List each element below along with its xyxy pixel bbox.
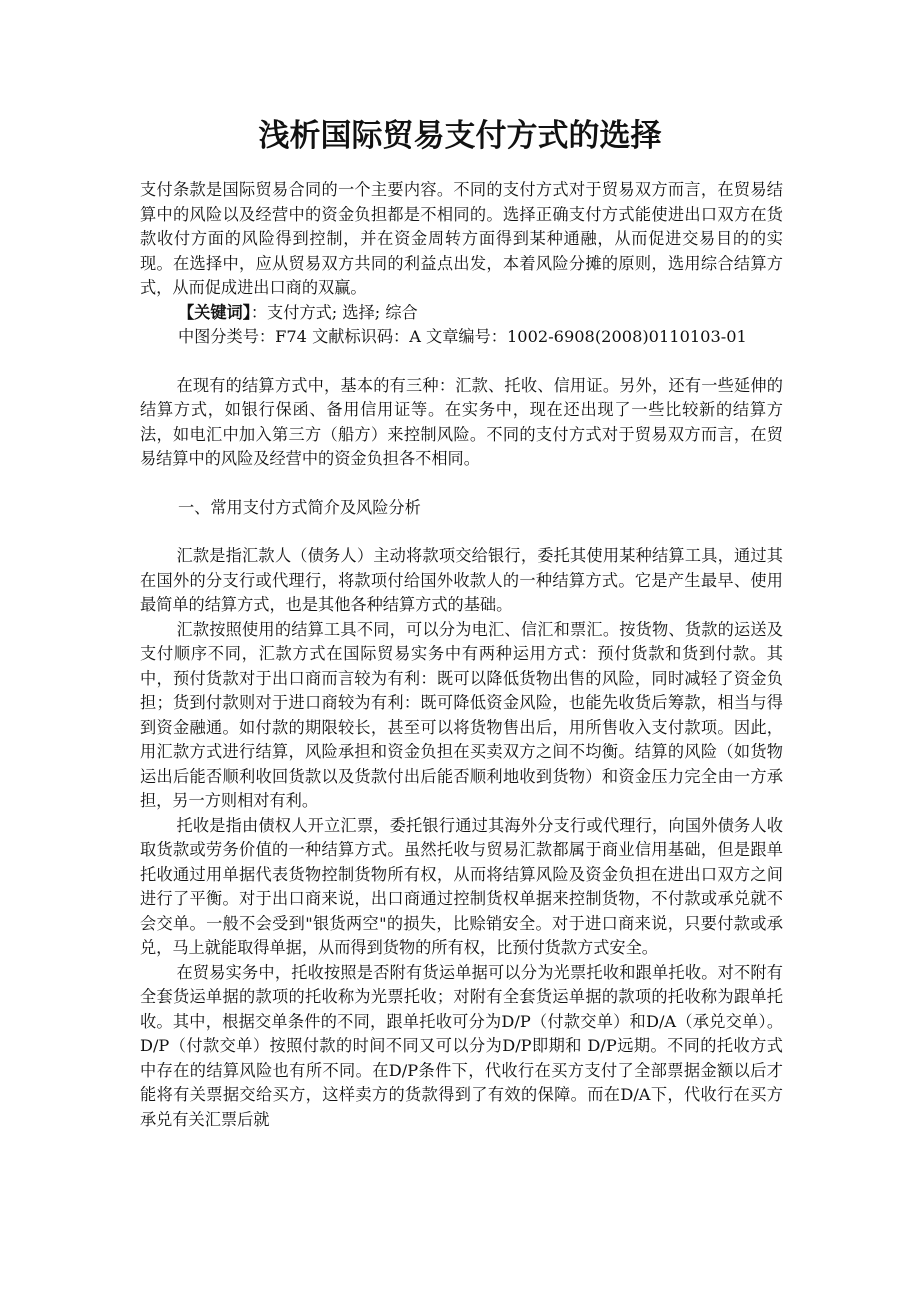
paragraph-collection-types: 在贸易实务中，托收按照是否附有货运单据可以分为光票托收和跟单托收。对不附有全套货运单据的款项的托收称为光票托收；对附有全套货运单据的款项的托收称为跟单托收。其中，根据交单条件的不同，跟单托收可分为D/P（付款交单）和D/A（承兑交单）。D/P（付款交单）按照付款的时间不同又可以分为D/P即期和 D/P远期。不同的托收方式中存在的结算风险也有所不同。在D/P条件下，代收行在买方支付了全部票据金额以后才能将有关票据交给买方，这样卖方的货款得到了有效的保障。而在D/A下，代收行在买方承兑有关汇票后就	[140, 962, 783, 1129]
paragraph-remittance-definition: 汇款是指汇款人（债务人）主动将款项交给银行，委托其使用某种结算工具，通过其在国外的分支行或代理行，将款项付给国外收款人的一种结算方式。它是产生最早、使用最简单的结算方式，也是其他各种结算方式的基础。	[140, 546, 783, 614]
keywords-text: ：支付方式; 选择; 综合	[250, 302, 418, 322]
keywords-line	[140, 301, 783, 326]
document-body	[140, 178, 783, 1132]
keywords-label: 【关键词】	[178, 302, 251, 322]
abstract-paragraph: 支付条款是国际贸易合同的一个主要内容。不同的支付方式对于贸易双方而言，在贸易结算中的风险以及经营中的资金负担都是不相同的。选择正确支付方式能使进出口双方在货款收付方面的风险得到控制，并在资金周转方面得到某种通融，从而促进交易目的的实现。在选择中，应从贸易双方共同的利益点出发，本着风险分摊的原则，选用综合结算方式，从而促成进出口商的双赢。	[140, 180, 783, 297]
paragraph-collection-definition: 托收是指由债权人开立汇票，委托银行通过其海外分支行或代理行，向国外债务人收取货款或劳务价值的一种结算方式。虽然托收与贸易汇款都属于商业信用基础，但是跟单托收通过用单据代表货物控制货物所有权，从而将结算风险及资金负担在进出口双方之间进行了平衡。对于出口商来说，出口商通过控制货权单据来控制货物，不付款或承兑就不会交单。一般不会受到"银货两空"的损失，比赊销安全。对于进口商来说，只要付款或承兑，马上就能取得单据，从而得到货物的所有权，比预付货款方式安全。	[140, 815, 783, 957]
document-title: 浅析国际贸易支付方式的选择	[258, 118, 662, 154]
intro-paragraph: 在现有的结算方式中，基本的有三种：汇款、托收、信用证。另外，还有一些延伸的结算方式，如银行保函、备用信用证等。在实务中，现在还出现了一些比较新的结算方法，如电汇中加入第三方（船方）来控制风险。不同的支付方式对于贸易双方而言，在贸易结算中的风险及经营中的资金负担各不相同。	[140, 375, 783, 468]
spacer	[140, 472, 783, 496]
spacer	[140, 520, 783, 544]
classification-line: 中图分类号：F74 文献标识码：A 文章编号：1002-6908(2008)0110103-01	[178, 327, 747, 346]
spacer	[140, 350, 783, 374]
section-heading: 一、常用支付方式简介及风险分析	[178, 497, 421, 517]
paragraph-remittance-types: 汇款按照使用的结算工具不同，可以分为电汇、信汇和票汇。按货物、货款的运送及支付顺序不同，汇款方式在国际贸易实务中有两种运用方式：预付货款和货到付款。其中，预付货款对于出口商而言较为有利：既可以降低货物出售的风险，同时减轻了资金负担；货到付款则对于进口商较为有利：既可降低资金风险，也能先收货后筹款，相当与得到资金融通。如付款的期限较长，甚至可以将货物售出后，用所售收入支付款项。因此，用汇款方式进行结算，风险承担和资金负担在买卖双方之间不均衡。结算的风险（如货物运出后能否顺利收回货款以及货款付出后能否顺利地收到货物）和资金压力完全由一方承担，另一方则相对有利。	[140, 619, 783, 810]
